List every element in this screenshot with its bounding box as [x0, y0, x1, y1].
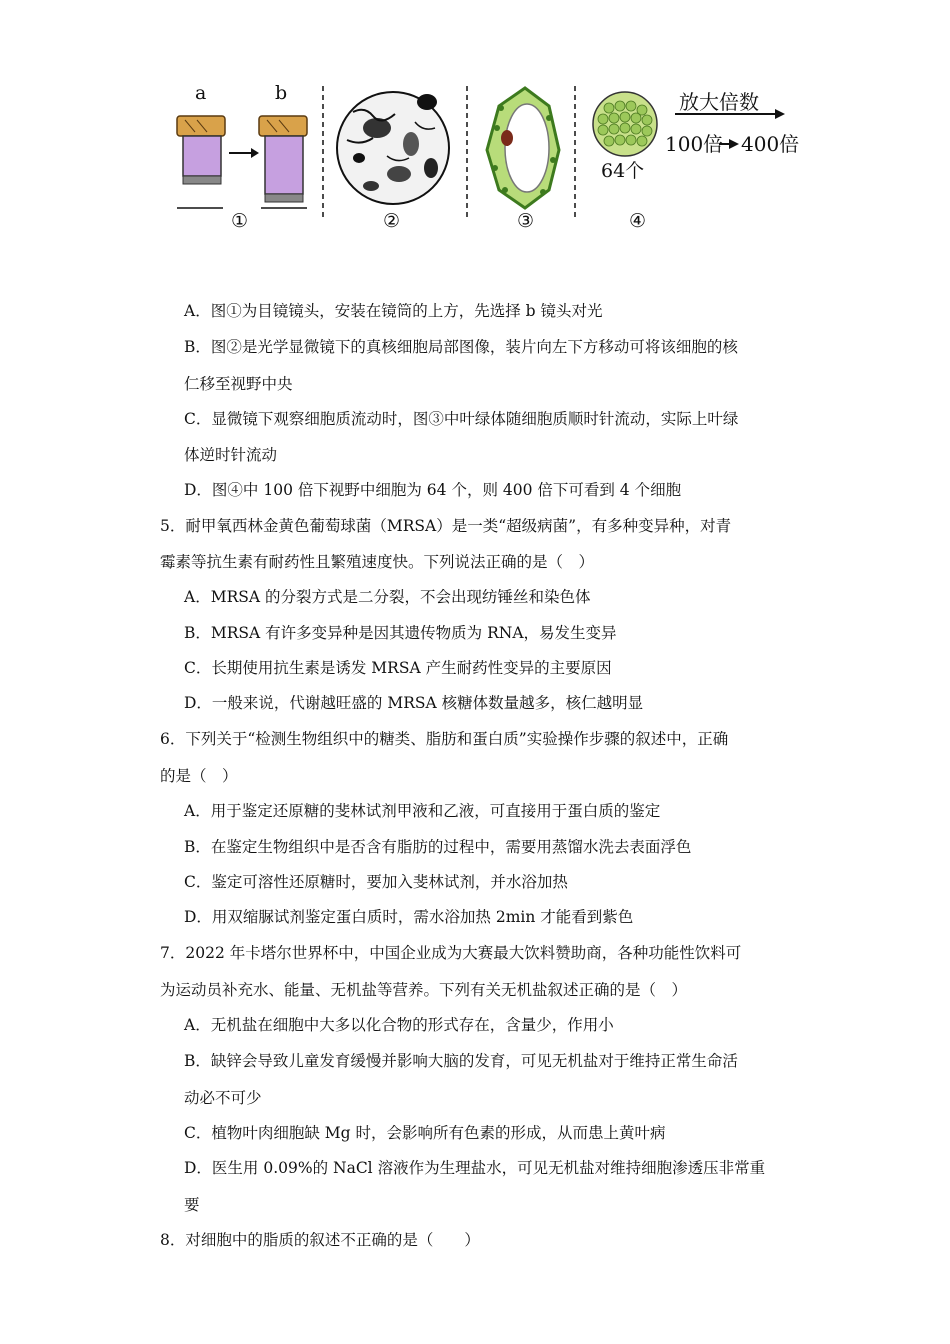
lens-a-icon — [177, 116, 225, 208]
q4-option-b-cont: 仁移至视野中央 — [184, 375, 293, 393]
q4-option-a: A．图①为目镜镜头，安装在镜筒的上方，先选择 b 镜头对光 — [184, 302, 603, 320]
q4-option-c: C．显微镜下观察细胞质流动时，图③中叶绿体随细胞质顺时针流动，实际上叶绿 — [184, 410, 739, 428]
cell-micrograph-icon — [337, 92, 449, 204]
q8-stem: 8．对细胞中的脂质的叙述不正确的是（ ） — [160, 1231, 480, 1249]
q7-option-d: D．医生用 0.09%的 NaCl 溶液作为生理盐水，可见无机盐对维持细胞渗透压非常重 — [184, 1159, 766, 1177]
question-figure — [165, 78, 815, 248]
lens-a-label: a — [195, 82, 207, 104]
q6-stem: 6．下列关于“检测生物组织中的糖类、脂肪和蛋白质”实验操作步骤的叙述中，正确 — [160, 730, 729, 748]
q7-stem: 7．2022 年卡塔尔世界杯中，中国企业成为大赛最大饮料赞助商，各种功能性饮料可 — [160, 944, 742, 962]
q7-option-b-cont: 动必不可少 — [184, 1089, 262, 1107]
q6-option-c: C．鉴定可溶性还原糖时，要加入斐林试剂，并水浴加热 — [184, 873, 568, 891]
lens-b-icon — [259, 116, 307, 208]
q4-option-b: B．图②是光学显微镜下的真核细胞局部图像，装片向左下方移动可将该细胞的核 — [184, 338, 738, 356]
q5-option-c: C．长期使用抗生素是诱发 MRSA 产生耐药性变异的主要原因 — [184, 659, 612, 677]
panel-label-3: ③ — [517, 210, 535, 232]
arrow-icon — [229, 148, 259, 158]
q6-option-a: A．用于鉴定还原糖的斐林试剂甲液和乙液，可直接用于蛋白质的鉴定 — [184, 802, 661, 820]
magnification-from: 100倍 — [665, 132, 724, 156]
q5-stem: 5．耐甲氧西林金黄色葡萄球菌（MRSA）是一类“超级病菌”，有多种变异种，对青 — [160, 517, 732, 535]
q5-stem-cont: 霉素等抗生素有耐药性且繁殖速度快。下列说法正确的是（ ） — [160, 553, 595, 571]
q5-option-b: B．MRSA 有许多变异种是因其遗传物质为 RNA，易发生变异 — [184, 624, 617, 642]
q4-option-c-cont: 体逆时针流动 — [184, 446, 278, 464]
cell-count-label: 64个 — [601, 160, 645, 182]
panel-label-2: ② — [383, 210, 401, 232]
magnification-to: 400倍 — [741, 132, 800, 156]
q6-stem-cont: 的是（ ） — [160, 767, 238, 785]
magnification-title: 放大倍数 — [679, 90, 759, 114]
q6-option-b: B．在鉴定生物组织中是否含有脂肪的过程中，需要用蒸馏水洗去表面浮色 — [184, 838, 692, 856]
q7-option-a: A．无机盐在细胞中大多以化合物的形式存在，含量少，作用小 — [184, 1016, 614, 1034]
q7-option-c: C．植物叶肉细胞缺 Mg 时，会影响所有色素的形成，从而患上黄叶病 — [184, 1124, 666, 1142]
q7-option-d-cont: 要 — [184, 1196, 200, 1214]
plant-cell-icon — [487, 88, 559, 208]
q4-option-d: D．图④中 100 倍下视野中细胞为 64 个，则 400 倍下可看到 4 个细胞 — [184, 481, 682, 499]
lens-b-label: b — [275, 82, 288, 104]
panel-label-4: ④ — [629, 210, 647, 232]
q5-option-d: D．一般来说，代谢越旺盛的 MRSA 核糖体数量越多，核仁越明显 — [184, 694, 644, 712]
q7-option-b: B．缺锌会导致儿童发育缓慢并影响大脑的发育，可见无机盐对于维持正常生命活 — [184, 1052, 738, 1070]
q6-option-d: D．用双缩脲试剂鉴定蛋白质时，需水浴加热 2min 才能看到紫色 — [184, 908, 634, 926]
q5-option-a: A．MRSA 的分裂方式是二分裂，不会出现纺锤丝和染色体 — [184, 588, 591, 606]
panel-label-1: ① — [231, 210, 249, 232]
q7-stem-cont: 为运动员补充水、能量、无机盐等营养。下列有关无机盐叙述正确的是（ ） — [160, 981, 688, 999]
